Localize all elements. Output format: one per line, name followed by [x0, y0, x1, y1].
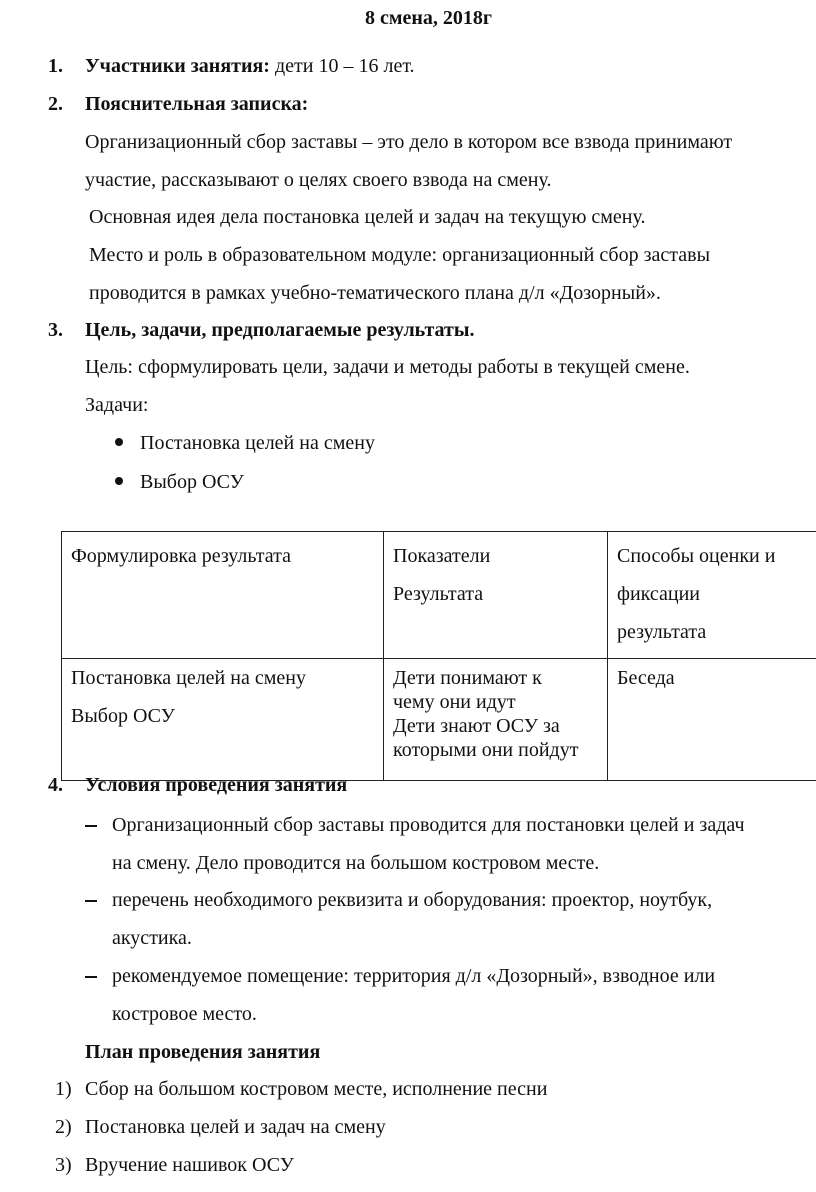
- dash-icon: [85, 825, 97, 827]
- table-row: [62, 659, 816, 781]
- table-cell: [384, 659, 608, 781]
- bullet-icon: [115, 438, 123, 446]
- section-2-line: Место и роль в образовательном модуле: организационный сбор заставы: [89, 244, 711, 266]
- table-header-cell: [384, 532, 608, 659]
- dash-icon: [85, 976, 97, 978]
- header-text: Формулировка результата: [71, 545, 291, 567]
- task-item: Выбор ОСУ: [140, 471, 244, 493]
- section-1-line: [85, 54, 415, 78]
- header-text: Результата: [393, 583, 484, 605]
- section-3-label: Цель, задачи, предполагаемые результаты.: [85, 319, 475, 341]
- plan-item: Сбор на большом костровом месте, исполнение песни: [85, 1078, 548, 1100]
- cell-text: Дети знают ОСУ за: [393, 715, 560, 737]
- cell-text: которыми они пойдут: [393, 739, 579, 761]
- section-1-label: Участники занятия:: [85, 55, 270, 77]
- header-text: фиксации: [617, 583, 700, 605]
- plan-item-number: 3): [55, 1154, 72, 1176]
- section-4-label: Условия проведения занятия: [85, 774, 348, 796]
- dash-icon: [85, 900, 97, 902]
- table-cell: [608, 659, 816, 781]
- bullet-icon: [115, 477, 123, 485]
- table-header-cell: [62, 532, 384, 659]
- section-2-line: Основная идея дела постановка целей и задач на текущую смену.: [89, 206, 646, 228]
- section-2-number: 2.: [48, 93, 63, 115]
- plan-item-number: 1): [55, 1078, 72, 1100]
- plan-item-number: 2): [55, 1116, 72, 1138]
- section-2-line: Организационный сбор заставы – это дело в котором все взвода принимают: [85, 131, 733, 153]
- plan-title: План проведения занятия: [85, 1041, 321, 1063]
- table-header-row: [62, 532, 816, 659]
- section-1-text: дети 10 – 16 лет.: [269, 55, 415, 77]
- section-2-line: проводится в рамках учебно-тематического плана д/л «Дозорный».: [89, 282, 661, 304]
- table-header-cell: [608, 532, 816, 659]
- condition-item-line: Организационный сбор заставы проводится для постановки целей и задач: [112, 814, 745, 836]
- header-text: Способы оценки и: [617, 545, 776, 567]
- table-cell: [62, 659, 384, 781]
- section-3-goal: Цель: сформулировать цели, задачи и методы работы в текущей смене.: [85, 356, 690, 378]
- condition-item-line: рекомендуемое помещение: территория д/л «Дозорный», взводное или: [112, 965, 716, 987]
- section-1-number: 1.: [48, 55, 63, 77]
- page-title: 8 смена, 2018г: [365, 7, 492, 29]
- cell-text: Беседа: [617, 667, 675, 689]
- header-text: результата: [617, 621, 707, 643]
- cell-text: Постановка целей на смену: [71, 667, 306, 689]
- cell-text: Выбор ОСУ: [71, 705, 175, 727]
- plan-item: Вручение нашивок ОСУ: [85, 1154, 294, 1176]
- condition-item-line: акустика.: [112, 927, 192, 949]
- section-3-tasks-label: Задачи:: [85, 394, 149, 416]
- condition-item-line: костровое место.: [112, 1003, 257, 1025]
- condition-item-line: перечень необходимого реквизита и оборудования: проектор, ноутбук,: [112, 889, 713, 911]
- plan-item: Постановка целей и задач на смену: [85, 1116, 386, 1138]
- cell-text: чему они идут: [393, 691, 516, 713]
- header-text: Показатели: [393, 545, 491, 567]
- section-3-number: 3.: [48, 319, 63, 341]
- results-table: [61, 531, 816, 781]
- section-2-label: Пояснительная записка:: [85, 93, 309, 115]
- section-4-number: 4.: [48, 774, 63, 796]
- condition-item-line: на смену. Дело проводится на большом костровом месте.: [112, 852, 600, 874]
- cell-text: Дети понимают к: [393, 667, 542, 689]
- section-2-line: участие, рассказывают о целях своего взвода на смену.: [85, 169, 552, 191]
- task-item: Постановка целей на смену: [140, 432, 375, 454]
